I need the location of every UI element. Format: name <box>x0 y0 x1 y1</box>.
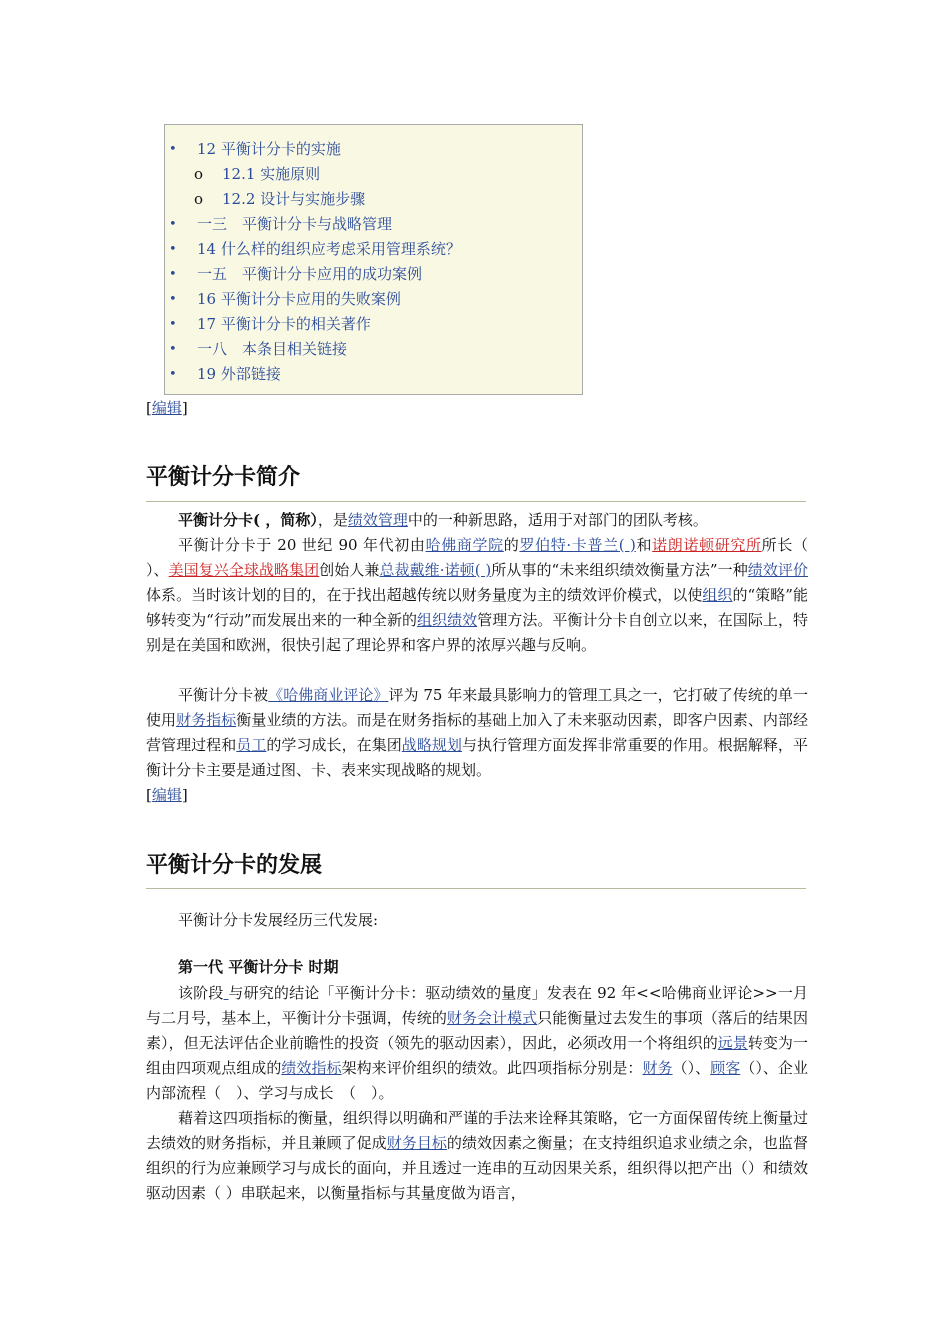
link[interactable]: ( ) <box>618 536 636 554</box>
bullet-icon: • <box>169 342 177 357</box>
dev-paragraph-2: 藉着这四项指标的衡量，组织得以明确和严谨的手法来诠释其策略，它一方面保留传统上衡量过去绩效的财务指标，并且兼顾了促成财务目标的绩效因素之衡量；在支持组织追求业绩之余，也监督组织的行为应兼顾学习与成长的面向，并且透过一连串的互动因果关系，组织得以把产出（）和绩效驱动因素（ ）串联起来，以衡量指标与其量度做为语言， <box>146 1109 809 1202</box>
bullet-icon: • <box>169 142 177 157</box>
toc-item[interactable] <box>165 262 582 287</box>
toc-item[interactable] <box>165 162 582 187</box>
link[interactable]: ( ) <box>474 561 492 579</box>
link[interactable]: 组织绩效 <box>417 611 478 629</box>
section-divider <box>146 501 806 502</box>
edit-link[interactable]: 编辑 <box>151 399 182 417</box>
link[interactable]: 组织 <box>702 586 733 604</box>
redlink[interactable]: 美国复兴全球战略集团 <box>168 561 320 579</box>
link[interactable]: 绩效指标 <box>281 1059 342 1077</box>
toc-link[interactable]: 12.1 实施原则 <box>222 165 321 183</box>
link[interactable]: 总裁戴维·诺顿 <box>379 561 475 579</box>
toc-item[interactable] <box>165 337 582 362</box>
dev-paragraph-0: 平衡计分卡发展经历三代发展: <box>178 911 379 929</box>
toc-link[interactable]: 17 平衡计分卡的相关著作 <box>197 315 371 333</box>
bullet-icon: • <box>169 292 177 307</box>
link[interactable]: 财务会计模式 <box>446 1009 538 1027</box>
edit-section-link: [编辑] <box>146 399 188 417</box>
section-heading-development: 平衡计分卡的发展 <box>146 853 323 878</box>
link[interactable]: 绩效评价 <box>747 561 808 579</box>
toc-link[interactable]: 19 外部链接 <box>197 365 281 383</box>
toc-item[interactable] <box>165 237 582 262</box>
intro-paragraph-2: 平衡计分卡于 20 世纪 90 年代初由哈佛商学院的罗伯特·卡普兰( )和诺朗诺顿研究所所长（ ）、美国复兴全球战略集团创始人兼总裁戴维·诺顿( )所从事的“未来组织绩效衡量方法”一种绩效评价体系。当时该计划的目的，在于找出超越传统以财务量度为主的绩效评价模式，以使组织的“策略”能够转变为“行动”而发展出来的一种全新的组织绩效管理方法。平衡计分卡自创立以来，在国际上，特别是在美国和欧洲，很快引起了理论界和客户界的浓厚兴趣与反响。 <box>146 536 808 654</box>
toc-item[interactable] <box>165 287 582 312</box>
dev-paragraph-1: 该阶段 与研究的结论「平衡计分卡：驱动绩效的量度」发表在 92 年<<哈佛商业评论>>一月与二月号，基本上，平衡计分卡强调，传统的财务会计模式只能衡量过去发生的事项（落后的结果因素），但无法评估企业前瞻性的投资（领先的驱动因素），因此，必须改用一个将组织的远景转变为一组由四项观点组成的绩效指标架构来评价组织的绩效。此四项指标分别是：财务（）、顾客（）、企业内部流程（ ）、学习与成长 （ ）。 <box>146 984 808 1102</box>
toc-item[interactable] <box>165 362 582 387</box>
link[interactable]: 《哈佛商业评论》 <box>268 686 389 704</box>
edit-link[interactable]: 编辑 <box>151 786 182 804</box>
link[interactable]: 罗伯特·卡普兰 <box>519 536 619 554</box>
sub-bullet-icon: o <box>194 165 204 183</box>
bullet-icon: • <box>169 242 177 257</box>
link[interactable]: 员工 <box>236 736 267 754</box>
toc-link[interactable]: 一三 平衡计分卡与战略管理 <box>197 215 393 233</box>
toc-link[interactable]: 一八 本条目相关链接 <box>197 340 348 358</box>
dev-generation-1: 第一代 平衡计分卡 时期 <box>178 958 339 976</box>
link[interactable]: 战略规划 <box>401 736 462 754</box>
sub-bullet-icon: o <box>194 190 204 208</box>
bullet-icon: • <box>169 267 177 282</box>
edit-section-link: [编辑] <box>146 786 188 804</box>
link[interactable]: 财务目标 <box>386 1134 447 1152</box>
toc-item[interactable] <box>165 187 582 212</box>
bullet-icon: • <box>169 367 177 382</box>
toc-link[interactable]: 12.2 设计与实施步骤 <box>222 190 366 208</box>
toc-link[interactable]: 16 平衡计分卡应用的失败案例 <box>197 290 401 308</box>
link[interactable]: 绩效管理 <box>347 511 408 529</box>
table-of-contents <box>164 124 583 395</box>
intro-paragraph-1: 平衡计分卡( ，简称），是绩效管理中的一种新思路，适用于对部门的团队考核。 <box>178 511 708 529</box>
intro-paragraph-3: 平衡计分卡被《哈佛商业评论》评为 75 年来最具影响力的管理工具之一，它打破了传统的单一使用财务指标衡量业绩的方法。而是在财务指标的基础上加入了未来驱动因素，即客户因素、内部经营管理过程和员工的学习成长，在集团战略规划与执行管理方面发挥非常重要的作用。根据解释，平衡计分卡主要是通过图、卡、表来实现战略的规划。 <box>146 686 808 779</box>
link[interactable]: 远景 <box>717 1034 748 1052</box>
bullet-icon: • <box>169 317 177 332</box>
toc-link[interactable]: 一五 平衡计分卡应用的成功案例 <box>197 265 423 283</box>
section-heading-intro: 平衡计分卡简介 <box>146 465 301 490</box>
toc-item[interactable] <box>165 212 582 237</box>
redlink[interactable]: 诺朗诺顿研究所 <box>652 536 762 554</box>
toc-item[interactable] <box>165 312 582 337</box>
link[interactable]: 哈佛商学院 <box>425 536 504 554</box>
bullet-icon: • <box>169 217 177 232</box>
link[interactable]: 财务 <box>642 1059 673 1077</box>
toc-link[interactable]: 12 平衡计分卡的实施 <box>197 140 341 158</box>
section-divider <box>146 888 806 889</box>
link[interactable]: 财务指标 <box>176 711 237 729</box>
toc-item[interactable] <box>165 137 582 162</box>
link[interactable]: 顾客 <box>710 1059 741 1077</box>
toc-link[interactable]: 14 什么样的组织应考虑采用管理系统？ <box>197 240 461 258</box>
